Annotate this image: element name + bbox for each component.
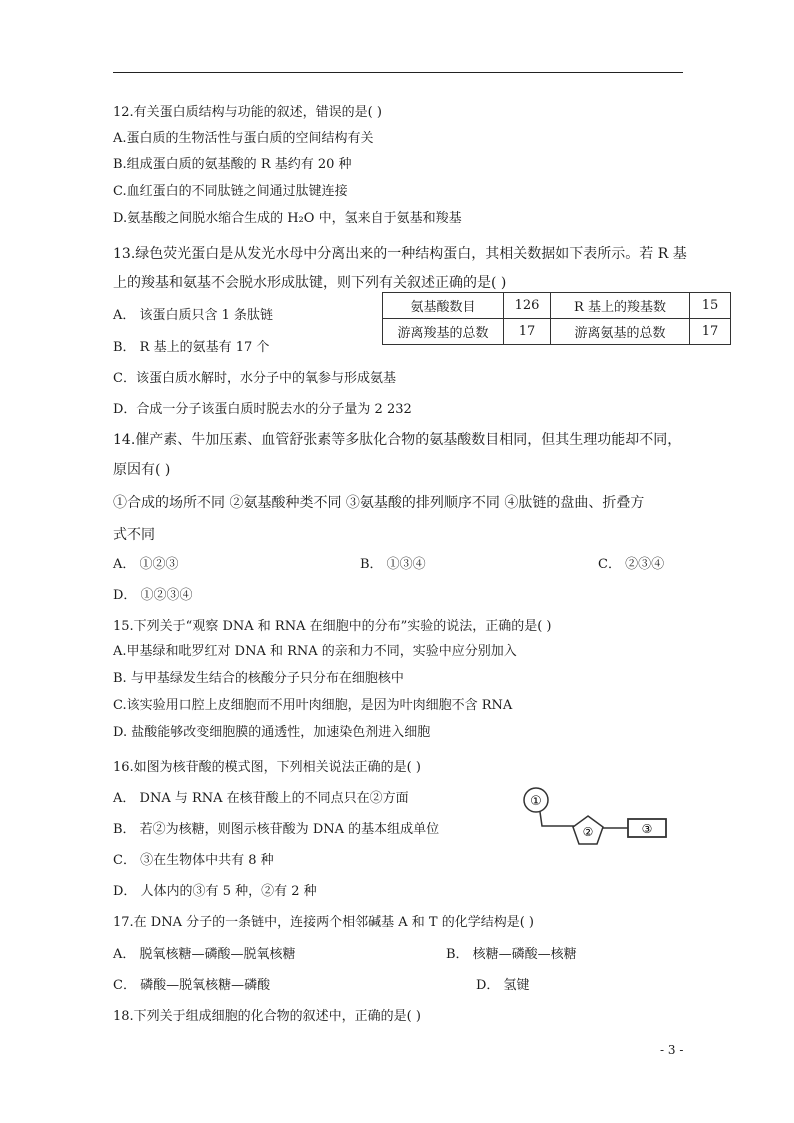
- table-cell: 游离羧基的总数: [383, 319, 504, 345]
- q16-option-a: A． DNA 与 RNA 在核苷酸上的不同点只在②方面: [113, 791, 409, 806]
- q15-option-d: D. 盐酸能够改变细胞膜的通透性，加速染色剂进入细胞: [113, 725, 431, 740]
- q18-stem: 18.下列关于组成细胞的化合物的叙述中，正确的是( ): [113, 1009, 421, 1024]
- q16-option-c: C． ③在生物体中共有 8 种: [113, 853, 274, 868]
- q14-stem-line2: 原因有( ): [113, 462, 171, 478]
- label-2: ②: [582, 825, 594, 839]
- q16-option-b: B． 若②为核糖，则图示核苷酸为 DNA 的基本组成单位: [113, 822, 440, 837]
- q16-option-d: D． 人体内的③有 5 种，②有 2 种: [113, 884, 317, 899]
- q12-option-b: B.组成蛋白质的氨基酸的 R 基约有 20 种: [113, 157, 352, 172]
- table-row: [383, 293, 731, 319]
- q13-data-table: [382, 292, 731, 345]
- q14-items-line1: ①合成的场所不同 ②氨基酸种类不同 ③氨基酸的排列顺序不同 ④肽链的盘曲、折叠方: [113, 495, 645, 511]
- q14-option-d: D． ①②③④: [113, 588, 193, 603]
- q14-option-b: B． ①③④: [360, 557, 426, 572]
- q14-option-a: A． ①②③: [113, 557, 179, 572]
- table-cell: R 基上的羧基数: [551, 293, 690, 319]
- q17-option-b: B． 核糖—磷酸—核糖: [446, 947, 577, 962]
- q13-stem-line2: 上的羧基和氨基不会脱水形成肽键，则下列有关叙述正确的是( ): [113, 275, 507, 291]
- label-1: ①: [530, 794, 542, 809]
- page-number: - 3 -: [660, 1043, 684, 1057]
- q15-option-c: C.该实验用口腔上皮细胞而不用叶肉细胞，是因为叶肉细胞不含 RNA: [113, 698, 513, 713]
- q12-option-a: A.蛋白质的生物活性与蛋白质的空间结构有关: [113, 131, 374, 146]
- q17-option-c: C． 磷酸—脱氧核糖—磷酸: [113, 978, 271, 993]
- q17-stem: 17.在 DNA 分子的一条链中，连接两个相邻碱基 A 和 T 的化学结构是( ): [113, 915, 534, 930]
- q16-stem: 16.如图为核苷酸的模式图，下列相关说法正确的是( ): [113, 760, 421, 775]
- q17-option-a: A． 脱氧核糖—磷酸—脱氧核糖: [113, 947, 296, 962]
- table-cell: 17: [504, 319, 551, 345]
- q14-stem-line1: 14.催产素、牛加压素、血管舒张素等多肽化合物的氨基酸数目相同，但其生理功能却不同，: [113, 432, 682, 448]
- q13-option-a: A． 该蛋白质只含 1 条肽链: [113, 308, 274, 323]
- q13-option-d: D．合成一分子该蛋白质时脱去水的分子量为 2 232: [113, 402, 412, 417]
- q15-option-a: A.甲基绿和吡罗红对 DNA 和 RNA 的亲和力不同，实验中应分别加入: [113, 644, 517, 659]
- q14-items-line2: 式不同: [113, 527, 155, 543]
- q12-option-d: D.氨基酸之间脱水缩合生成的 H₂O 中，氢来自于氨基和羧基: [113, 211, 462, 226]
- q12-stem: 12.有关蛋白质结构与功能的叙述，错误的是( ): [113, 105, 382, 120]
- connector-line: [540, 812, 574, 826]
- q13-option-b: B． R 基上的氨基有 17 个: [113, 340, 270, 355]
- nucleotide-diagram: [518, 786, 678, 854]
- header-rule: [113, 72, 683, 73]
- label-3: ③: [641, 822, 653, 836]
- table-cell: 126: [504, 293, 551, 319]
- q14-option-c: C． ②③④: [598, 557, 665, 572]
- q12-option-c: C.血红蛋白的不同肽链之间通过肽键连接: [113, 184, 348, 199]
- q17-option-d: D． 氢键: [476, 978, 530, 993]
- table-cell: 游离氨基的总数: [551, 319, 690, 345]
- table-cell: 氨基酸数目: [383, 293, 504, 319]
- q13-option-c: C．该蛋白质水解时，水分子中的氧参与形成氨基: [113, 371, 396, 386]
- q13-stem-line1: 13.绿色荧光蛋白是从发光水母中分离出来的一种结构蛋白，其相关数据如下表所示。若 R 基: [113, 246, 687, 262]
- table-cell: 17: [690, 319, 731, 345]
- table-row: [383, 319, 731, 345]
- table-cell: 15: [690, 293, 731, 319]
- q15-stem: 15.下列关于“观察 DNA 和 RNA 在细胞中的分布”实验的说法，正确的是( ): [113, 619, 552, 634]
- q15-option-b: B. 与甲基绿发生结合的核酸分子只分布在细胞核中: [113, 671, 404, 686]
